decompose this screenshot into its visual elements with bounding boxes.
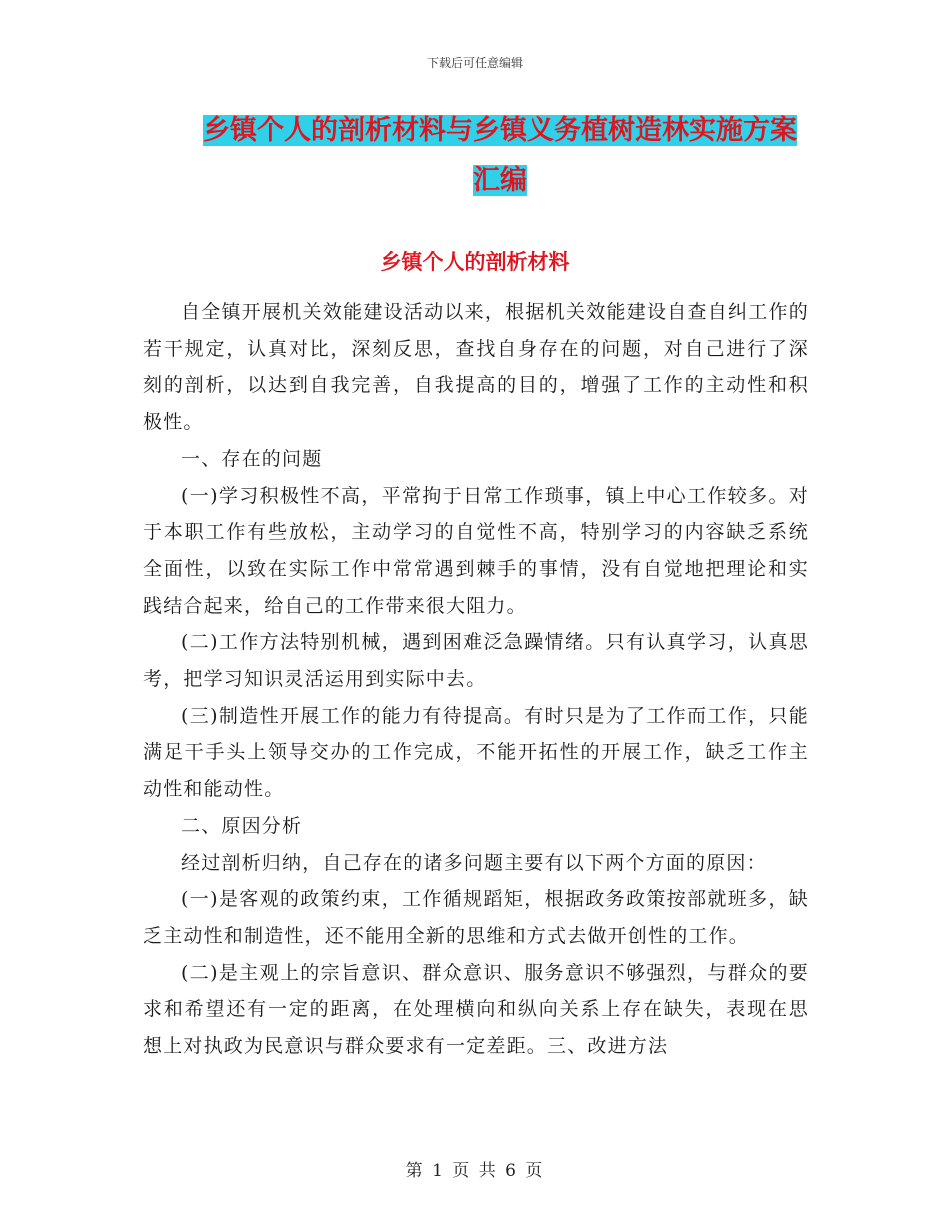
paragraph-analysis-1: (一)是客观的政策约束，工作循规蹈矩，根据政务政策按部就班多，缺乏主动性和制造性，还不能用全新的思维和方式去做开创性的工作。	[143, 888, 809, 947]
document-title	[190, 106, 810, 206]
section-title: 乡镇个人的剖析材料	[380, 250, 570, 274]
page-footer: 第 1 页 共 6 页	[405, 1161, 545, 1181]
paragraph-analysis-2: (二)是主观上的宗旨意识、群众意识、服务意识不够强烈，与群众的要求和希望还有一定的距离，在处理横向和纵向关系上存在缺失，表现在思想上对执政为民意识与群众要求有一定差距。三、改进方法	[143, 961, 809, 1058]
heading-problems: 一、存在的问题	[181, 447, 323, 470]
paragraph-problem-1: (一)学习积极性不高，平常拘于日常工作琐事，镇上中心工作较多。对于本职工作有些放松，主动学习的自觉性不高，特别学习的内容缺乏系统全面性，以致在实际工作中常常遇到棘手的事情，没有自觉地把理论和实践结合起来，给自己的工作带来很大阻力。	[143, 484, 809, 617]
heading-analysis: 二、原因分析	[181, 814, 303, 837]
document-title-text: 乡镇个人的剖析材料与乡镇义务植树造林实施方案汇编	[203, 115, 797, 196]
page-header-note: 下载后可任意编辑	[426, 56, 523, 70]
paragraph-analysis-intro: 经过剖析归纳，自己存在的诸多问题主要有以下两个方面的原因：	[181, 851, 767, 874]
paragraph-intro: 自全镇开展机关效能建设活动以来，根据机关效能建设自查自纠工作的若干规定，认真对比，深刻反思，查找自身存在的问题，对自己进行了深刻的剖析，以达到自我完善，自我提高的目的，增强了工作的主动性和积极性。	[143, 301, 809, 434]
document-body	[143, 294, 809, 1065]
paragraph-problem-3: (三)制造性开展工作的能力有待提高。有时只是为了工作而工作，只能满足干手头上领导交办的工作完成，不能开拓性的开展工作，缺乏工作主动性和能动性。	[143, 704, 809, 801]
paragraph-problem-2: (二)工作方法特别机械，遇到困难泛急躁情绪。只有认真学习，认真思考，把学习知识灵活运用到实际中去。	[143, 631, 809, 691]
